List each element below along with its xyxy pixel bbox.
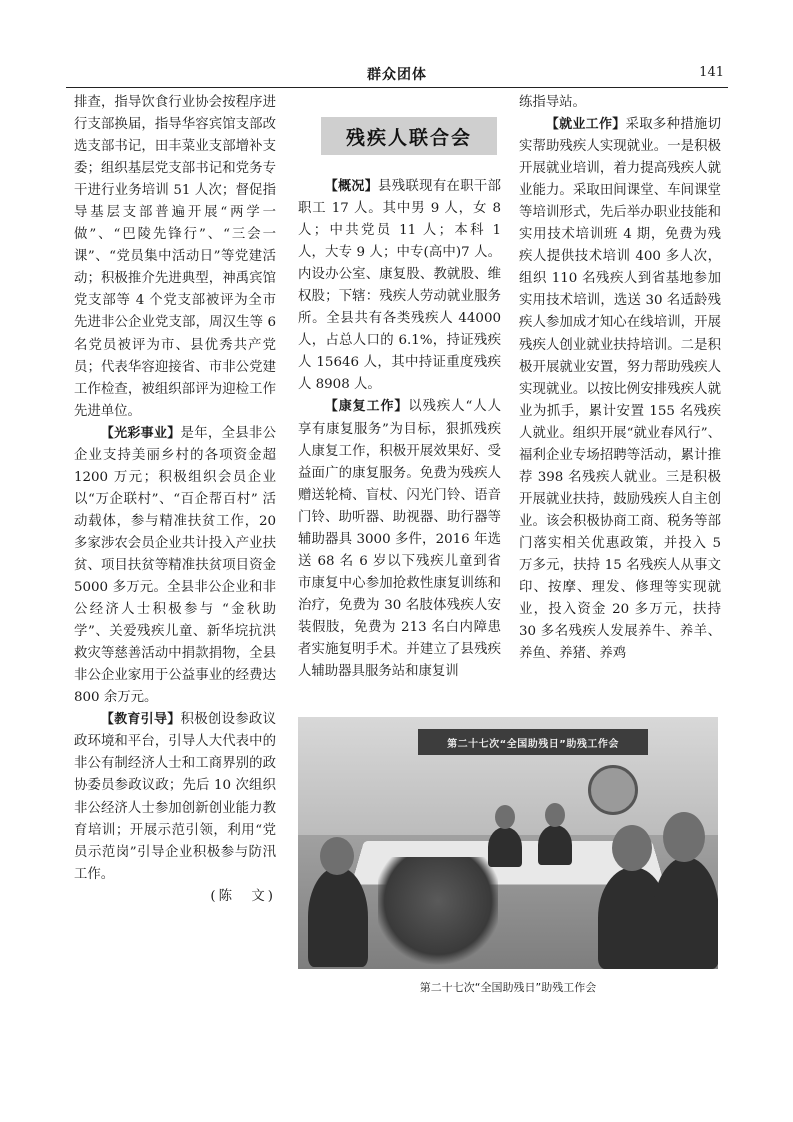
header-rule (66, 87, 728, 88)
overview-tag: 【概况】 (324, 179, 379, 194)
rehab-paragraph (298, 396, 501, 683)
attendee (488, 827, 522, 867)
attendee-head (320, 837, 354, 875)
guangcai-text: 是年，全县非公企业支持美丽乡村的各项资金超 1200 万元；积极组织会员企业以“万企联村”、“百企帮百村” 活动载体，参与精准扶贫工作，20 多家涉农会员企业共计投入产业扶贫、项目扶贫等精准扶贫项目资金 5000 多万元。全县非公企业和非公经济人士积极参与 “金秋助学”、关爱残疾儿童、新华垸抗洪救灾等慈善活动中捐款捐物，全县非公企业家用于公益事业的经费达 800 余万元。 (74, 425, 276, 706)
rehab-text: 以残疾人“人人享有康复服务”为目标，狠抓残疾人康复工作，积极开展效果好、受益面广的康复服务。免费为残疾人赠送轮椅、盲杖、闪光门铃、语音门铃、助听器、助视器、助行器等辅助器具 3000 多件，2016 年选送 68 名 6 岁以下残疾儿童到省市康复中心参加抢救性康复训练和治疗，免费为 30 名肢体残疾人安装假肢，免费为 213 名白内障患者实施复明手术。并建立了县残疾人辅助器具服务站和康复训 (298, 399, 501, 680)
overview-text: 县残联现有在职干部职工 17 人。其中男 9 人，女 8 人；中共党员 11 人；本科 1 人，大专 9 人；中专(高中)7 人。内设办公室、康复股、教就股、维权股；下辖：残疾人劳动就业服务所。全县共有各类残疾人 44000 人，占总人口的 6.1%，持证残疾人 15646 人，其中持证重度残疾人 8908 人。 (298, 179, 501, 393)
attendee-head (545, 803, 565, 827)
attendee-head (663, 812, 705, 862)
employment-paragraph (519, 114, 721, 665)
author-credit: (陈 文) (210, 888, 276, 904)
attendee (308, 867, 368, 967)
attendee (653, 857, 718, 969)
running-title: 群众团体 (367, 67, 427, 83)
employment-tag: 【就业工作】 (545, 117, 626, 133)
photo-banner: 第二十七次“全国助残日”助残工作会 (418, 729, 648, 755)
overview-paragraph (298, 176, 501, 396)
middle-column (298, 176, 501, 683)
party-building-paragraph: 排查，指导饮食行业协会按程序进行支部换届，指导华容宾馆支部改选支部书记，田丰菜业支部增补支委；组织基层党支部书记和党务专干进行业务培训 51 人次；督促指导基层支部普遍开展“两学一做”、“巴陵先锋行”、“三会一课”、“党员集中活动日”等党建活动；积极推介先进典型，神禹宾馆党支部等 4 个党支部被评为全市先进非公企业党支部，周汉生等 6 名党员被评为市、县优秀共产党员；代表华容迎接省、市非公党建工作检查，被组织部评为迎检工作先进单位。 (74, 95, 276, 419)
attendee-head (612, 825, 652, 871)
employment-text: 采取多种措施切实帮助残疾人实现就业。一是积极开展就业培训，着力提高残疾人就业能力。采取田间课堂、车间课堂等培训形式，先后举办职业技能和实用技术培训班 4 期，免费为残疾人提供技术培训 400 多人次，组织 110 名残疾人到省基地参加实用技术培训，选送 30 名适龄残疾人参加成才知心在线培训，开展残疾人创业就业扶持培训。二是积极开展就业安置，努力帮助残疾人实现就业。以按比例安排残疾人就业为抓手，累计安置 155 名残疾人就业。组织开展“就业春风行”、福利企业专场招聘等活动，累计推荐 398 名残疾人就业。三是积极开展就业扶持，鼓励残疾人自主创业。该会积极协商工商、税务等部门落实相关优惠政策，并投入 5 万多元，扶持 15 名残疾人从事文印、按摩、理发、修理等实现就业，投入资金 20 多万元，扶持 30 多名残疾人发展养牛、养羊、养鱼、养猪、养鸡 (519, 117, 721, 662)
rehab-tag: 【康复工作】 (324, 399, 409, 415)
attendee (538, 825, 572, 865)
disability-federation-emblem (588, 765, 638, 815)
rehab-continuation: 练指导站。 (519, 95, 586, 110)
left-column (74, 92, 276, 908)
education-tag: 【教育引导】 (100, 712, 181, 728)
guangcai-tag: 【光彩事业】 (100, 425, 181, 441)
education-text: 积极创设参政议政环境和平台，引导人大代表中的非公有制经济人士和工商界别的政协委员参政议政；先后 10 次组织非公经济人士参加创新创业能力教育培训；开展示范引领，利用“党员示范岗”引导企业积极参与防汛工作。 (74, 712, 276, 882)
meeting-photo (298, 717, 718, 969)
right-column (519, 92, 721, 665)
potted-plant (378, 857, 498, 967)
page-header (66, 60, 728, 88)
page-number: 141 (699, 65, 724, 80)
attendee-head (495, 805, 515, 829)
education-paragraph (74, 709, 276, 885)
section-title: 残疾人联合会 (345, 126, 472, 149)
photo-caption: 第二十七次“全国助残日”助残工作会 (419, 981, 597, 994)
section-heading-box (321, 117, 497, 155)
guangcai-paragraph (74, 423, 276, 710)
